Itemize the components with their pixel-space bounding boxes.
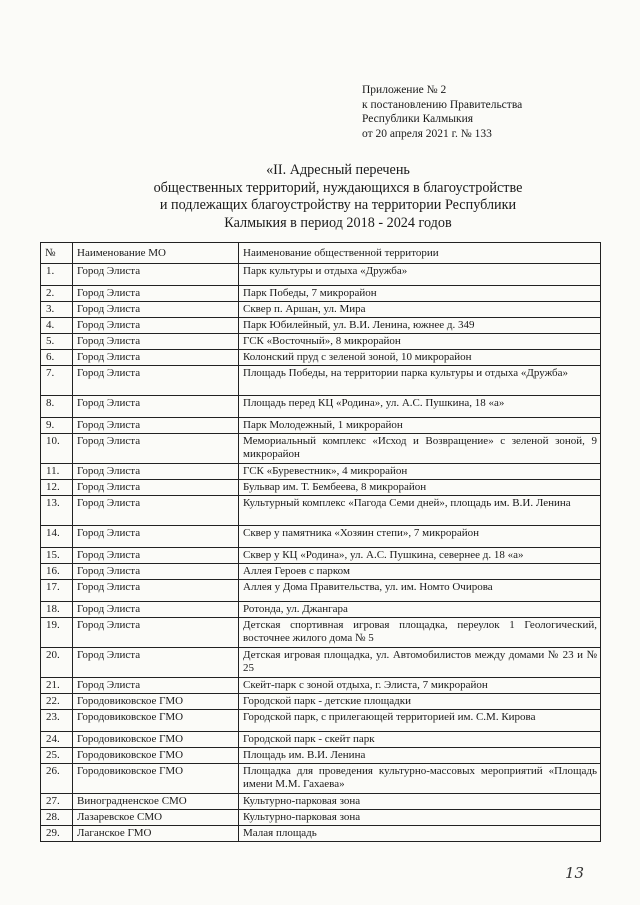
- row-territory-name: Мемориальный комплекс «Исход и Возвращение» с зеленой зоной, 9 микрорайон: [239, 434, 601, 464]
- table-row: [41, 366, 601, 396]
- row-mo-name: Город Элиста: [73, 286, 239, 302]
- row-mo-name: Городовиковское ГМО: [73, 748, 239, 764]
- row-number: 23.: [41, 710, 73, 732]
- row-territory-name: Малая площадь: [239, 826, 601, 842]
- row-territory-name: Парк Победы, 7 микрорайон: [239, 286, 601, 302]
- row-number: 9.: [41, 418, 73, 434]
- row-number: 7.: [41, 366, 73, 396]
- row-number: 28.: [41, 810, 73, 826]
- table-row: [41, 302, 601, 318]
- row-territory-name: Бульвар им. Т. Бембеева, 8 микрорайон: [239, 480, 601, 496]
- appendix-line-1: Приложение № 2: [362, 84, 447, 96]
- row-mo-name: Город Элиста: [73, 678, 239, 694]
- appendix-note: [362, 83, 522, 141]
- row-mo-name: Город Элиста: [73, 648, 239, 678]
- row-mo-name: Городовиковское ГМО: [73, 710, 239, 732]
- row-mo-name: Город Элиста: [73, 602, 239, 618]
- row-number: 5.: [41, 334, 73, 350]
- row-number: 14.: [41, 526, 73, 548]
- table-row: [41, 480, 601, 496]
- table-row: [41, 496, 601, 526]
- title-line-2: общественных территорий, нуждающихся в благоустройстве: [153, 179, 523, 196]
- row-number: 25.: [41, 748, 73, 764]
- table-row: [41, 602, 601, 618]
- row-number: 18.: [41, 602, 73, 618]
- row-territory-name: Городской парк - скейт парк: [239, 732, 601, 748]
- table-header-row: [41, 243, 601, 264]
- table-row: [41, 564, 601, 580]
- table-row: [41, 264, 601, 286]
- row-territory-name: ГСК «Восточный», 8 микрорайон: [239, 334, 601, 350]
- table-row: [41, 678, 601, 694]
- row-number: 12.: [41, 480, 73, 496]
- row-mo-name: Город Элиста: [73, 564, 239, 580]
- row-territory-name: Детская игровая площадка, ул. Автомобилистов между домами № 23 и № 25: [239, 648, 601, 678]
- table-row: [41, 286, 601, 302]
- table-row: [41, 464, 601, 480]
- row-number: 20.: [41, 648, 73, 678]
- row-territory-name: Культурный комплекс «Пагода Семи дней», площадь им. В.И. Ленина: [239, 496, 601, 526]
- row-mo-name: Городовиковское ГМО: [73, 732, 239, 748]
- territories-table: [40, 242, 601, 842]
- row-mo-name: Город Элиста: [73, 302, 239, 318]
- row-mo-name: Город Элиста: [73, 580, 239, 602]
- document-title: [118, 162, 558, 232]
- row-number: 26.: [41, 764, 73, 794]
- row-territory-name: Детская спортивная игровая площадка, переулок 1 Геологический, восточнее жилого дома № 5: [239, 618, 601, 648]
- row-mo-name: Город Элиста: [73, 496, 239, 526]
- row-territory-name: Сквер п. Аршан, ул. Мира: [239, 302, 601, 318]
- appendix-line-4: от 20 апреля 2021 г. № 133: [362, 127, 492, 140]
- row-mo-name: Город Элиста: [73, 618, 239, 648]
- row-number: 27.: [41, 794, 73, 810]
- table-row: [41, 350, 601, 366]
- row-territory-name: Аллея у Дома Правительства, ул. им. Номто Очирова: [239, 580, 601, 602]
- header-territory: Наименование общественной территории: [239, 243, 601, 264]
- table-row: [41, 548, 601, 564]
- appendix-line-2: к постановлению Правительства: [362, 98, 523, 111]
- row-mo-name: Город Элиста: [73, 480, 239, 496]
- row-number: 21.: [41, 678, 73, 694]
- row-mo-name: Город Элиста: [73, 264, 239, 286]
- row-number: 3.: [41, 302, 73, 318]
- row-mo-name: Городовиковское ГМО: [73, 694, 239, 710]
- table-row: [41, 694, 601, 710]
- row-mo-name: Виноградненское СМО: [73, 794, 239, 810]
- row-territory-name: Парк Молодежный, 1 микрорайон: [239, 418, 601, 434]
- row-number: 16.: [41, 564, 73, 580]
- row-territory-name: Сквер у памятника «Хозяин степи», 7 микрорайон: [239, 526, 601, 548]
- row-mo-name: Город Элиста: [73, 350, 239, 366]
- table-row: [41, 580, 601, 602]
- row-territory-name: Городской парк - детские площадки: [239, 694, 601, 710]
- row-territory-name: Скейт-парк с зоной отдыха, г. Элиста, 7 микрорайон: [239, 678, 601, 694]
- row-number: 22.: [41, 694, 73, 710]
- page-number: 13: [565, 864, 585, 882]
- row-number: 4.: [41, 318, 73, 334]
- row-mo-name: Город Элиста: [73, 434, 239, 464]
- row-mo-name: Лазаревское СМО: [73, 810, 239, 826]
- row-number: 15.: [41, 548, 73, 564]
- header-mo: Наименование МО: [73, 243, 239, 264]
- table-row: [41, 418, 601, 434]
- row-mo-name: Город Элиста: [73, 318, 239, 334]
- table-row: [41, 648, 601, 678]
- title-line-4: Калмыкия в период 2018 - 2024 годов: [224, 214, 452, 231]
- row-number: 29.: [41, 826, 73, 842]
- table-row: [41, 764, 601, 794]
- row-mo-name: Город Элиста: [73, 366, 239, 396]
- header-num: №: [41, 243, 73, 264]
- appendix-line-3: Республики Калмыкия: [362, 113, 474, 125]
- row-mo-name: Город Элиста: [73, 464, 239, 480]
- row-territory-name: Сквер у КЦ «Родина», ул. А.С. Пушкина, севернее д. 18 «а»: [239, 548, 601, 564]
- table-row: [41, 810, 601, 826]
- row-mo-name: Город Элиста: [73, 548, 239, 564]
- row-territory-name: Площадка для проведения культурно-массовых мероприятий «Площадь имени М.М. Гахаева»: [239, 764, 601, 794]
- row-territory-name: Площадь Победы, на территории парка культуры и отдыха «Дружба»: [239, 366, 601, 396]
- title-line-1: «II. Адресный перечень: [266, 162, 410, 178]
- table-row: [41, 318, 601, 334]
- row-number: 24.: [41, 732, 73, 748]
- row-territory-name: Городской парк, с прилегающей территорией им. С.М. Кирова: [239, 710, 601, 732]
- row-mo-name: Город Элиста: [73, 396, 239, 418]
- table-row: [41, 396, 601, 418]
- row-number: 17.: [41, 580, 73, 602]
- row-territory-name: Колонский пруд с зеленой зоной, 10 микрорайон: [239, 350, 601, 366]
- row-territory-name: Парк культуры и отдыха «Дружба»: [239, 264, 601, 286]
- row-mo-name: Лаганское ГМО: [73, 826, 239, 842]
- row-number: 1.: [41, 264, 73, 286]
- table-row: [41, 434, 601, 464]
- row-mo-name: Город Элиста: [73, 334, 239, 350]
- table-row: [41, 794, 601, 810]
- table-row: [41, 826, 601, 842]
- row-territory-name: Площадь перед КЦ «Родина», ул. А.С. Пушкина, 18 «а»: [239, 396, 601, 418]
- row-mo-name: Город Элиста: [73, 418, 239, 434]
- row-territory-name: Ротонда, ул. Джангара: [239, 602, 601, 618]
- row-number: 13.: [41, 496, 73, 526]
- row-territory-name: Площадь им. В.И. Ленина: [239, 748, 601, 764]
- table-row: [41, 748, 601, 764]
- row-number: 8.: [41, 396, 73, 418]
- row-number: 10.: [41, 434, 73, 464]
- row-number: 6.: [41, 350, 73, 366]
- table-row: [41, 732, 601, 748]
- row-territory-name: ГСК «Буревестник», 4 микрорайон: [239, 464, 601, 480]
- row-territory-name: Аллея Героев с парком: [239, 564, 601, 580]
- table-row: [41, 334, 601, 350]
- table-row: [41, 526, 601, 548]
- row-mo-name: Городовиковское ГМО: [73, 764, 239, 794]
- row-number: 19.: [41, 618, 73, 648]
- row-territory-name: Культурно-парковая зона: [239, 794, 601, 810]
- table-row: [41, 710, 601, 732]
- title-line-3: и подлежащих благоустройству на территории Республики: [159, 197, 517, 213]
- row-number: 11.: [41, 464, 73, 480]
- row-mo-name: Город Элиста: [73, 526, 239, 548]
- row-territory-name: Культурно-парковая зона: [239, 810, 601, 826]
- table-row: [41, 618, 601, 648]
- row-number: 2.: [41, 286, 73, 302]
- row-territory-name: Парк Юбилейный, ул. В.И. Ленина, южнее д. 349: [239, 318, 601, 334]
